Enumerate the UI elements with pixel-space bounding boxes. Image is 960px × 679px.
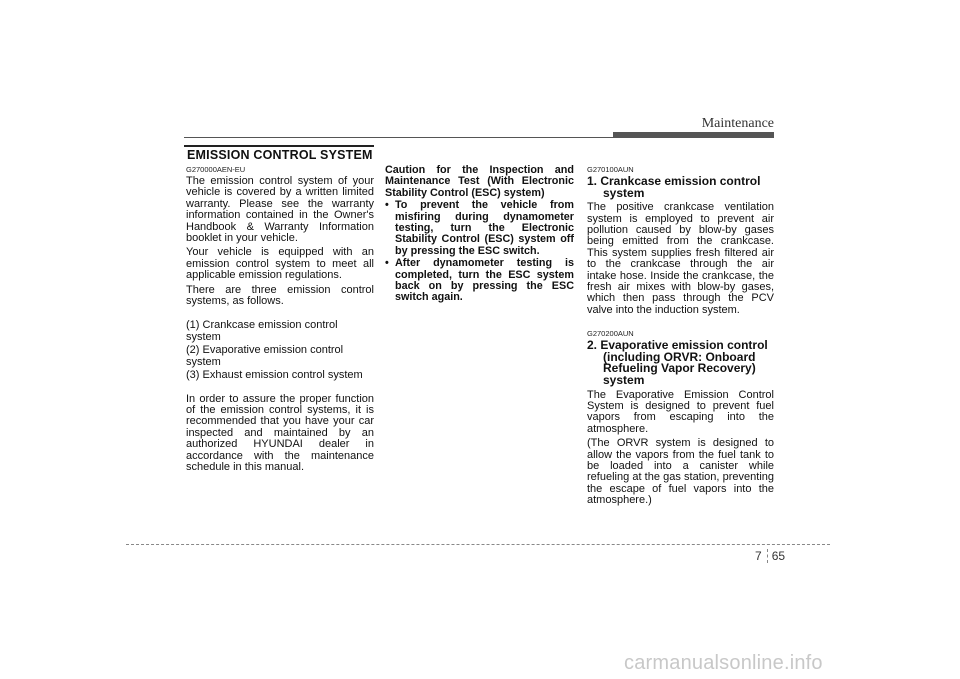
watermark: carmanualsonline.info (624, 652, 823, 674)
page-number (755, 549, 785, 563)
caution-bullet-list (385, 200, 574, 304)
bullet-item: • After dynamometer testing is completed, turn the ESC system back on by pressing the ESC switch again. (385, 258, 574, 304)
list-item: (3) Exhaust emission control system (186, 369, 363, 382)
header-title: Maintenance (701, 116, 774, 131)
paragraph-orvr: (The ORVR system is designed to allow the vapors from the fuel tank to be loaded into a canister while refueling at the gas station, preventing the escape of fuel vapors into the atmosphere.) (587, 437, 774, 507)
paragraph-crankcase: The positive crankcase ventilation system is employed to prevent air pollution caused by blow-by gases being emitted from the crankcase. This system supplies fresh filtered air to the crankcase through the air intake hose. Inside the crankcase, the fresh air mixes with blow-by gases, which then pass through the PCV valve into the induction system. (587, 201, 774, 316)
section-code: G270000AEN-EU (186, 165, 246, 174)
page-number-value: 65 (771, 549, 786, 563)
subsection-heading-crankcase: 1. Crankcase emission control system (587, 174, 761, 200)
bullet-item: • To prevent the vehicle from misfiring during dynamometer testing, turn the Electronic Stability Control (ESC) system off by pressing the ESC switch. (385, 200, 574, 257)
column-1 (186, 165, 374, 476)
subsection-heading-evaporative: 2. Evaporative emission control (including ORVR: Onboard Refueling Vapor Recovery) system (587, 338, 768, 388)
section-title: EMISSION CONTROL SYSTEM (184, 145, 374, 164)
chapter-number: 7 (755, 549, 768, 563)
spacer (587, 319, 774, 329)
paragraph-warranty: The emission control system of your vehicle is covered by a written limited warranty. Please see the warranty information contained in the Owner's Handbook & Warranty Information booklet in your vehicle. (186, 175, 374, 245)
paragraph-maintenance: In order to assure the proper function of the emission control systems, it is recommended that you have your car inspected and maintained by an authorized HYUNDAI dealer in accordance with the maintenance schedule in this manual. (186, 392, 374, 473)
paragraph-evaporative: The Evaporative Emission Control System is designed to prevent fuel vapors from escaping into the atmosphere. (587, 388, 774, 435)
list-item: (2) Evaporative emission control system (186, 344, 344, 368)
section-code: G270200AUN (587, 329, 634, 339)
spacer (186, 384, 374, 394)
list-item: (1) Crankcase emission control system (186, 319, 338, 343)
section-code: G270100AUN (587, 165, 634, 174)
header-rule-thick (613, 132, 774, 138)
caution-heading: Caution for the Inspection and Maintenance Test (With Electronic Stability Control (ESC) system) (385, 164, 574, 199)
footer-dashed-rule (126, 544, 830, 545)
paragraph-systems-count: There are three emission control systems, as follows. (186, 283, 374, 308)
column-3 (587, 165, 774, 510)
column-2 (385, 165, 574, 305)
paragraph-equipped: Your vehicle is equipped with an emission control system to meet all applicable emission regulations. (186, 246, 374, 282)
